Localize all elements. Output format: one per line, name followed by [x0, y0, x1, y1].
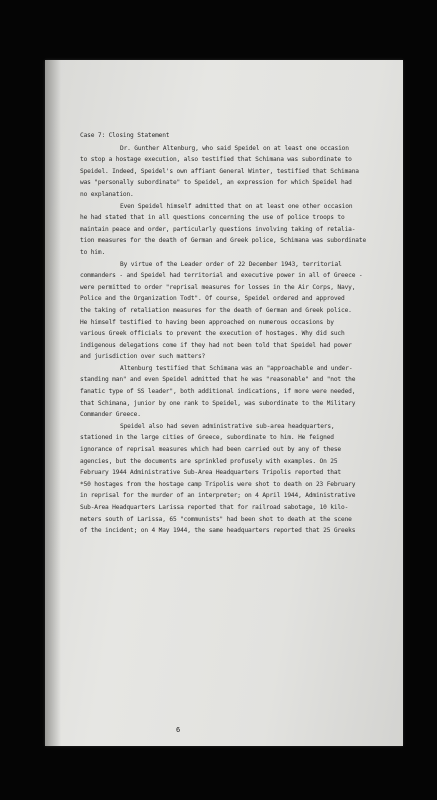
- paragraph-container: [80, 143, 380, 537]
- text-line: to him.: [80, 248, 106, 256]
- paragraph: [80, 259, 380, 363]
- text-line: Even Speidel himself admitted that on at least one other occasion: [120, 202, 353, 210]
- text-line: By virtue of the Leader order of 22 December 1943, territorial: [120, 260, 342, 268]
- text-line: of the incident; on 4 May 1944, the same headquarters reported that 25 Greeks: [80, 527, 356, 535]
- document-body: [80, 130, 380, 537]
- text-line: Altenburg testified that Schimana was an "approachable and under-: [120, 364, 353, 372]
- text-line: standing man" and even Speidel admitted that he was "reasonable" and "not the: [80, 376, 356, 384]
- text-line: Commander Greece.: [80, 411, 141, 419]
- text-line: indigenous delegations come if they had not been told that Speidel had power: [80, 341, 352, 349]
- text-line: Speidel. Indeed, Speidel's own affiant General Winter, testified that Schimana: [80, 167, 359, 175]
- text-line: agencies, but the documents are sprinkled profusely with examples. On 25: [80, 457, 338, 465]
- page-number: 6: [176, 726, 181, 734]
- text-line: the taking of retaliation measures for the death of German and Greek police.: [80, 306, 352, 314]
- text-line: stationed in the large cities of Greece, subordinate to him. He feigned: [80, 434, 334, 442]
- text-line: fanatic type of SS leader", both additional indications, if more were needed,: [80, 388, 356, 396]
- text-line: no explanation.: [80, 190, 134, 198]
- text-line: to stop a hostage execution, also testified that Schimana was subordinate to: [80, 156, 352, 164]
- text-line: tion measures for the death of German and Greek police, Schimana was subordinate: [80, 237, 367, 245]
- paragraph: [80, 363, 380, 421]
- text-line: that Schimana, junior by one rank to Speidel, was subordinate to the Military: [80, 399, 356, 407]
- text-line: ignorance of reprisal measures which had been carried out by any of these: [80, 446, 341, 454]
- text-line: various Greek officials to prevent the execution of hostages. Why did such: [80, 330, 345, 338]
- paragraph: [80, 421, 380, 537]
- text-line: was "personally subordinate" to Speidel, an expression for which Speidel had: [80, 179, 352, 187]
- text-line: meters south of Larissa, 65 "communists" had been shot to death at the scene: [80, 515, 352, 523]
- text-line: Dr. Gunther Altenburg, who said Speidel on at least one occasion: [120, 144, 349, 152]
- text-line: were permitted to order "reprisal measures for losses in the Air Corps, Navy,: [80, 283, 356, 291]
- text-line: Sub-Area Headquarters Larissa reported that for railroad sabotage, 10 kilo-: [80, 504, 349, 511]
- document-page: [45, 60, 403, 746]
- text-line: he had stated that in all questions concerning the use of police troops to: [80, 214, 345, 222]
- text-line: Speidel also had seven administrative sub-area headquarters,: [120, 422, 335, 430]
- text-line: in reprisal for the murder of an interpreter; on 4 April 1944, Administrative: [80, 492, 356, 500]
- paragraph: [80, 201, 380, 259]
- document-heading: Case 7: Closing Statement: [80, 132, 170, 139]
- text-line: maintain peace and order, particularly questions involving taking of retalia-: [80, 225, 356, 233]
- text-line: *50 hostages from the hostage camp Tripolis were shot to death on 23 February: [80, 480, 356, 488]
- text-line: Police and the Organization Todt". Of course, Speidel ordered and approved: [80, 295, 345, 303]
- text-line: commanders - and Speidel had territorial and executive power in all of Greece -: [80, 272, 363, 280]
- text-line: and jurisdiction over such matters?: [80, 353, 206, 361]
- text-line: February 1944 Administrative Sub-Area Headquarters Tripolis reported that: [80, 469, 341, 477]
- text-line: He himself testified to having been approached on numerous occasions by: [80, 318, 334, 326]
- paragraph: [80, 143, 380, 201]
